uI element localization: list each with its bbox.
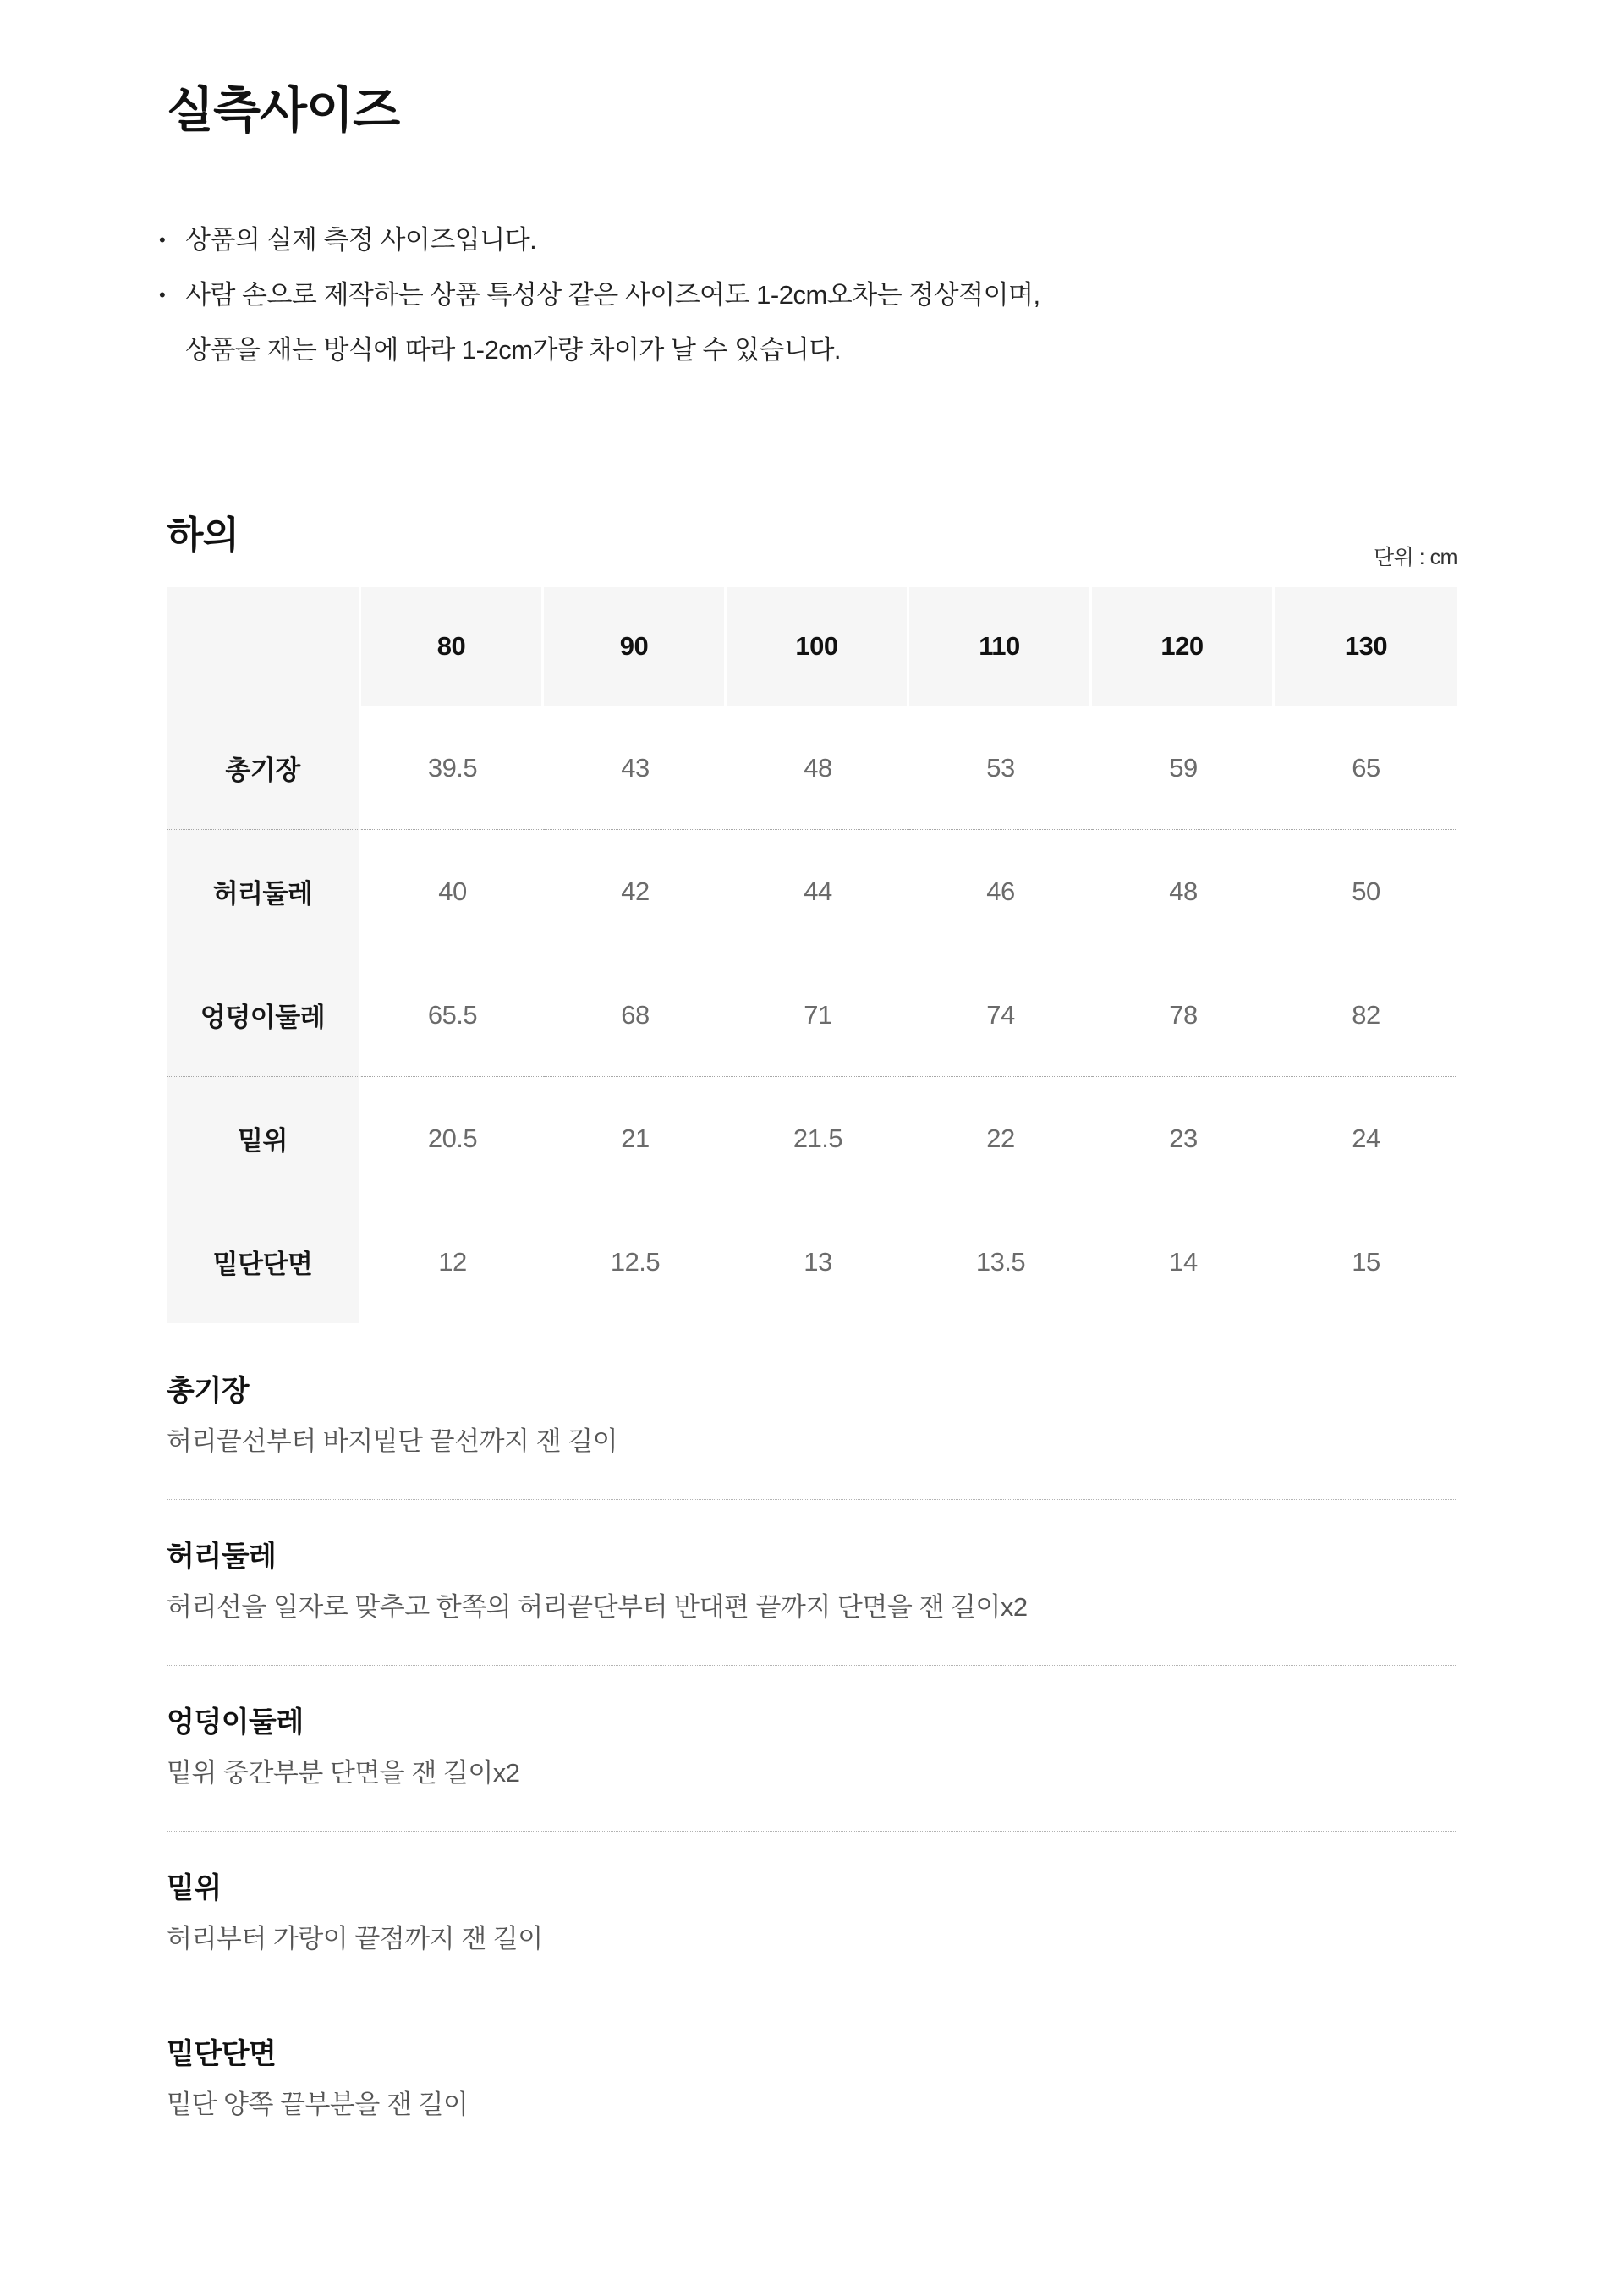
measurement-value: 39.5 (361, 706, 544, 829)
measurement-value: 15 (1275, 1200, 1457, 1323)
measurement-row-label: 엉덩이둘레 (167, 953, 361, 1076)
measurement-value: 13 (727, 1200, 909, 1323)
note-text: 사람 손으로 제작하는 상품 특성상 같은 사이즈여도 1-2cm오차는 정상적이며, 상품을 재는 방식에 따라 1-2cm가량 차이가 날 수 있습니다. (185, 280, 1040, 365)
measurement-value: 74 (909, 953, 1092, 1076)
size-column-header: 130 (1275, 587, 1457, 706)
table-row (167, 829, 1457, 953)
measurement-value: 78 (1092, 953, 1275, 1076)
table-row (167, 1200, 1457, 1323)
table-row (167, 953, 1457, 1076)
size-column-header: 110 (909, 587, 1092, 706)
table-row (167, 706, 1457, 829)
definition-item (167, 1666, 1457, 1832)
measurement-value: 20.5 (361, 1076, 544, 1200)
measurement-value: 68 (544, 953, 727, 1076)
definition-description: 밑단 양쪽 끝부분을 잰 길이 (167, 2090, 469, 2119)
definition-term: 밑단단면 (167, 2038, 277, 2070)
measurement-row-label: 밑단단면 (167, 1200, 361, 1323)
note-item (159, 212, 1457, 267)
measurement-value: 65.5 (361, 953, 544, 1076)
definition-item (167, 1332, 1457, 1500)
definition-term: 총기장 (167, 1375, 250, 1407)
bullet-icon: • (159, 284, 166, 305)
size-table-head (167, 587, 1457, 706)
measurement-value: 71 (727, 953, 909, 1076)
definition-term: 허리둘레 (167, 1541, 277, 1573)
measurement-value: 14 (1092, 1200, 1275, 1323)
note-text: 상품의 실제 측정 사이즈입니다. (185, 225, 537, 255)
measurement-value: 59 (1092, 706, 1275, 829)
measurement-value: 12.5 (544, 1200, 727, 1323)
size-table-header-row (167, 587, 1457, 706)
measurement-row-label: 총기장 (167, 706, 361, 829)
bullet-icon: • (159, 229, 166, 250)
measurement-value: 46 (909, 829, 1092, 953)
definition-description: 밑위 중간부분 단면을 잰 길이x2 (167, 1758, 520, 1788)
measurement-value: 43 (544, 706, 727, 829)
size-table (167, 587, 1457, 1323)
definition-term: 밑위 (167, 1872, 222, 1904)
measurement-value: 50 (1275, 829, 1457, 953)
definition-item (167, 1832, 1457, 1997)
table-row (167, 1076, 1457, 1200)
section-title-bottoms: 하의 (167, 514, 239, 557)
measurement-row-label: 허리둘레 (167, 829, 361, 953)
definition-item (167, 1500, 1457, 1666)
definition-description: 허리선을 일자로 맞추고 한쪽의 허리끝단부터 반대편 끝까지 단면을 잰 길이x2 (167, 1592, 1028, 1622)
page-title: 실측사이즈 (167, 83, 400, 138)
notes-list (159, 212, 1457, 377)
size-guide-page (0, 80, 1624, 2162)
measurement-value: 21 (544, 1076, 727, 1200)
measurement-value: 44 (727, 829, 909, 953)
measurement-value: 48 (1092, 829, 1275, 953)
unit-label: 단위 : cm (1374, 546, 1457, 569)
measurement-row-label: 밑위 (167, 1076, 361, 1200)
measurement-definitions (167, 1332, 1457, 2162)
definition-description: 허리끝선부터 바지밑단 끝선까지 잰 길이 (167, 1426, 618, 1456)
measurement-value: 65 (1275, 706, 1457, 829)
measurement-value: 13.5 (909, 1200, 1092, 1323)
size-column-header: 120 (1092, 587, 1275, 706)
size-table-corner-cell (167, 587, 361, 706)
measurement-value: 40 (361, 829, 544, 953)
measurement-value: 21.5 (727, 1076, 909, 1200)
definition-description: 허리부터 가랑이 끝점까지 잰 길이 (167, 1924, 543, 1953)
measurement-value: 42 (544, 829, 727, 953)
section-header (167, 511, 1457, 569)
size-column-header: 80 (361, 587, 544, 706)
measurement-value: 22 (909, 1076, 1092, 1200)
measurement-value: 53 (909, 706, 1092, 829)
measurement-value: 12 (361, 1200, 544, 1323)
measurement-value: 48 (727, 706, 909, 829)
measurement-value: 82 (1275, 953, 1457, 1076)
measurement-value: 24 (1275, 1076, 1457, 1200)
size-table-body (167, 706, 1457, 1323)
size-column-header: 100 (727, 587, 909, 706)
size-column-header: 90 (544, 587, 727, 706)
definition-term: 엉덩이둘레 (167, 1706, 304, 1739)
definition-item (167, 1997, 1457, 2162)
measurement-value: 23 (1092, 1076, 1275, 1200)
note-item (159, 267, 1457, 377)
